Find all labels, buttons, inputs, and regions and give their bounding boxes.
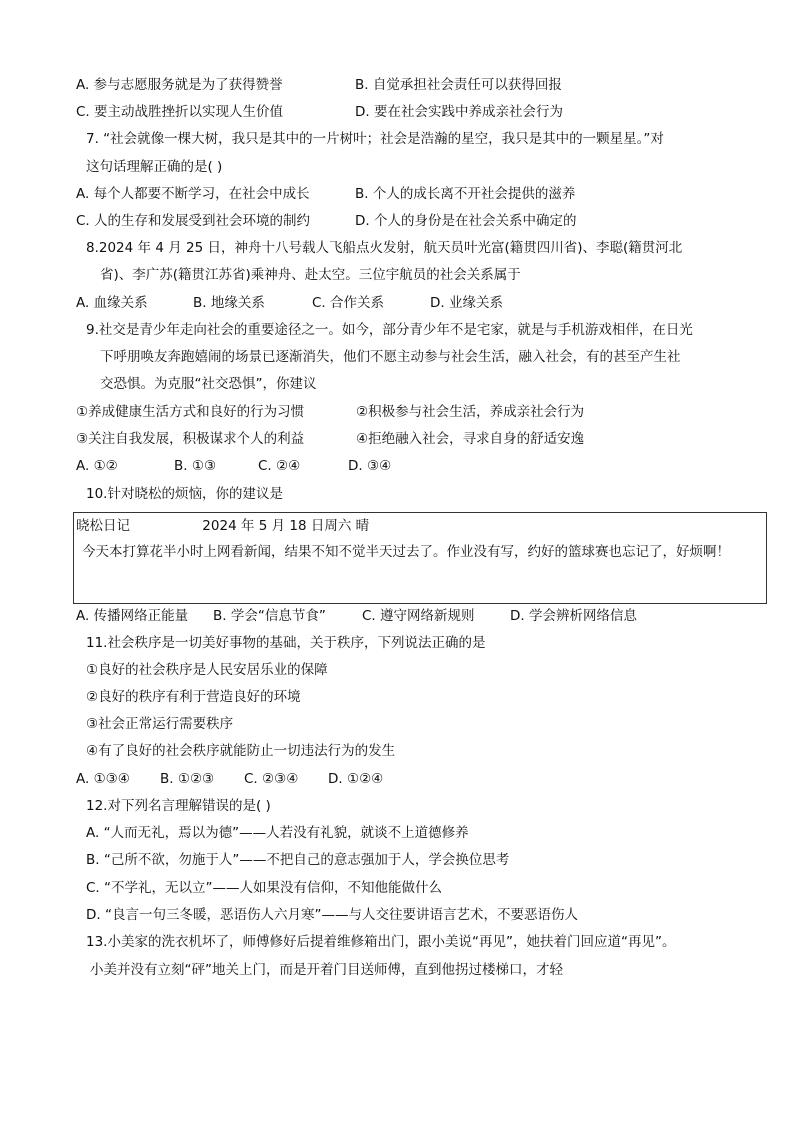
q11-option-d: D. ①②④ [328,771,384,787]
q9-option-d: D. ③④ [348,458,392,474]
q11-statement-2: ②良好的秩序有利于营造良好的环境 [86,689,301,705]
q13-stem-line1: 13.小美家的洗衣机坏了，师傅修好后提着维修箱出门，跟小美说“再见”，她扶着门回应道“再见”。 [86,934,676,950]
q7-option-a: A. 每个人都要不断学习，在社会中成长 [76,186,310,202]
q11-statement-4: ④有了良好的社会秩序就能防止一切违法行为的发生 [86,743,396,759]
q13-stem-line2: 小美并没有立刻“砰”地关上门，而是开着门目送师傅，直到他拐过楼梯口，才轻 [90,962,563,978]
q6-option-d: D. 要在社会实践中养成亲社会行为 [355,104,563,120]
q7-stem-line1: 7. “社会就像一棵大树，我只是其中的一片树叶；社会是浩瀚的星空，我只是其中的一颗星星。”对 [86,131,664,147]
q10-option-b: B. 学会“信息节食” [213,608,326,624]
q7-option-c: C. 人的生存和发展受到社会环境的制约 [76,213,311,229]
diary-date: 2024 年 5 月 18 日周六 晴 [202,518,370,534]
q11-stem-line1: 11.社会秩序是一切美好事物的基础，关于秩序，下列说法正确的是 [86,635,486,651]
q9-statement-3: ③关注自我发展，积极谋求个人的利益 [76,431,305,447]
q9-stem-line1: 9.社交是青少年走向社会的重要途径之一。如今，部分青少年不是宅家，就是与手机游戏相伴，在日光 [86,322,693,338]
q9-option-a: A. ①② [76,458,118,474]
q11-option-a: A. ①③④ [76,771,130,787]
q9-option-b: B. ①③ [174,458,217,474]
q8-option-a: A. 血缘关系 [76,295,148,311]
q10-option-c: C. 遵守网络新规则 [362,608,475,624]
q12-option-d: D. “良言一句三冬暖，恶语伤人六月寒”——与人交往要讲语言艺术，不要恶语伤人 [86,907,578,923]
q9-statement-4: ④拒绝融入社会，寻求自身的舒适安逸 [356,431,585,447]
q8-option-c: C. 合作关系 [312,295,385,311]
q6-option-c: C. 要主动战胜挫折以实现人生价值 [76,104,284,120]
diary-text: 今天本打算花半小时上网看新闻，结果不知不觉半天过去了。作业没有写，约好的篮球赛也忘记了，好烦啊！ [82,544,730,560]
q7-stem-line2: 这句话理解正确的是( ) [86,159,223,175]
q11-statement-1: ①良好的社会秩序是人民安居乐业的保障 [86,662,328,678]
q6-option-b: B. 自觉承担社会责任可以获得回报 [355,77,562,93]
q12-option-b: B. “己所不欲，勿施于人”——不把自己的意志强加于人，学会换位思考 [86,852,510,868]
diary-title: 晓松日记 [76,518,130,534]
q7-option-d: D. 个人的身份是在社会关系中确定的 [355,213,577,229]
q12-stem-line1: 12.对下列名言理解错误的是( ) [86,798,271,814]
q10-option-d: D. 学会辨析网络信息 [510,608,637,624]
diary-header [76,514,369,534]
q12-option-a: A. “人而无礼，焉以为德”——人若没有礼貌，就谈不上道德修养 [86,825,469,841]
q6-option-a: A. 参与志愿服务就是为了获得赞誉 [76,77,283,93]
q12-option-c: C. “不学礼，无以立”——人如果没有信仰，不知他能做什么 [86,880,442,896]
q11-statement-3: ③社会正常运行需要秩序 [86,716,234,732]
q9-stem-line2: 下呼朋唤友奔跑嬉闹的场景已逐渐消失，他们不愿主动参与社会生活，融入社会，有的甚至产生社 [100,349,681,365]
q9-option-c: C. ②④ [258,458,301,474]
q9-stem-line3: 交恐惧。为克服“社交恐惧”，你建议 [100,376,317,392]
q8-stem-line1: 8.2024 年 4 月 25 日，神舟十八号载人飞船点火发射，航天员叶光富(籍贯四川省)、李聪(籍贯河北 [86,240,683,256]
q7-option-b: B. 个人的成长离不开社会提供的滋养 [355,186,576,202]
q10-stem-line1: 10.针对晓松的烦恼，你的建议是 [86,486,283,502]
q8-stem-line2: 省)、李广苏(籍贯江苏省)乘神舟、赴太空。三位宇航员的社会关系属于 [100,267,521,283]
diary-box [73,512,767,604]
q9-statement-1: ①养成健康生活方式和良好的行为习惯 [76,404,305,420]
q11-option-c: C. ②③④ [244,771,299,787]
q8-option-b: B. 地缘关系 [193,295,265,311]
q9-statement-2: ②积极参与社会生活，养成亲社会行为 [356,404,585,420]
q8-option-d: D. 业缘关系 [430,295,503,311]
q10-option-a: A. 传播网络正能量 [76,608,189,624]
q11-option-b: B. ①②③ [160,771,215,787]
